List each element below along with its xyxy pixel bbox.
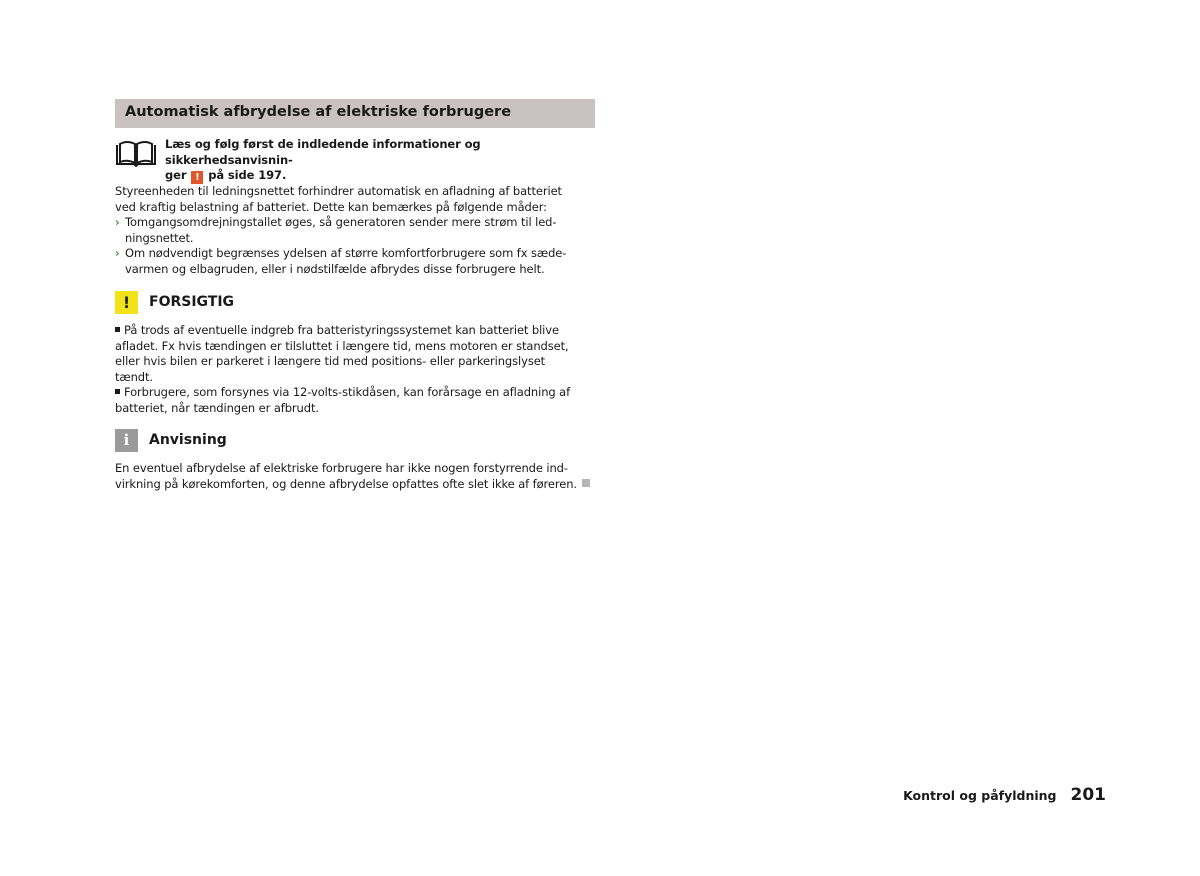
caution-body — [115, 323, 595, 416]
note-header — [115, 429, 595, 453]
list-item: › Tomgangsomdrejningstallet øges, så generatoren sender mere strøm til led- ningsnettet. — [115, 215, 557, 245]
page-footer — [903, 785, 1106, 805]
caution-item: Forbrugere, som forsynes via 12-volts-stikdåsen, kan forårsage en afladning af batteriet, når tændingen er afbrudt. — [115, 385, 571, 415]
end-of-section-icon — [582, 479, 590, 487]
intro-notice — [115, 137, 595, 183]
square-bullet-icon — [115, 327, 120, 332]
square-bullet-icon — [115, 389, 120, 394]
content-column — [115, 99, 595, 492]
warning-icon[interactable]: ! — [191, 171, 203, 184]
section-heading: Automatisk afbrydelse af elektriske forbrugere — [115, 99, 595, 128]
list-item: › Om nødvendigt begrænses ydelsen af større komfortforbrugere som fx sæde- varmen og elbagruden, eller i nødstilfælde afbrydes disse forbrugere helt. — [115, 246, 567, 276]
caution-header — [115, 291, 595, 315]
caution-title: FORSIGTIG — [149, 294, 235, 310]
info-icon: i — [115, 429, 138, 452]
chevron-right-icon: › — [115, 215, 120, 229]
note-body: En eventuel afbrydelse af elektriske forbrugere har ikke nogen forstyrrende ind- virkning på kørekomforten, og denne afbrydelse opfattes ofte slet ikke af føreren. — [115, 461, 595, 492]
page-number: 201 — [1070, 785, 1106, 805]
note-title: Anvisning — [149, 432, 227, 448]
footer-section-name: Kontrol og påfyldning — [903, 788, 1057, 803]
chevron-right-icon: › — [115, 246, 120, 260]
caution-icon: ! — [115, 291, 138, 314]
intro-text: Læs og følg først de indledende informationer og sikkerhedsanvisnin- ger ! på side 197. — [165, 137, 481, 183]
body-paragraph: Styreenheden til ledningsnettet forhindrer automatisk en afladning af batteriet ved kraftig belastning af batteriet. Dette kan bemærkes på følgende måder: — [115, 184, 562, 214]
book-icon — [115, 139, 157, 167]
page-reference-link[interactable]: på side 197. — [208, 168, 287, 182]
caution-item: På trods af eventuelle indgreb fra batteristyringssystemet kan batteriet blive afladet. Fx hvis tændingen er tilsluttet i længere tid, mens motoren er standset, eller hvis bilen er parkeret i længere tid med positions- eller parkeringslyset tændt. — [115, 323, 569, 384]
